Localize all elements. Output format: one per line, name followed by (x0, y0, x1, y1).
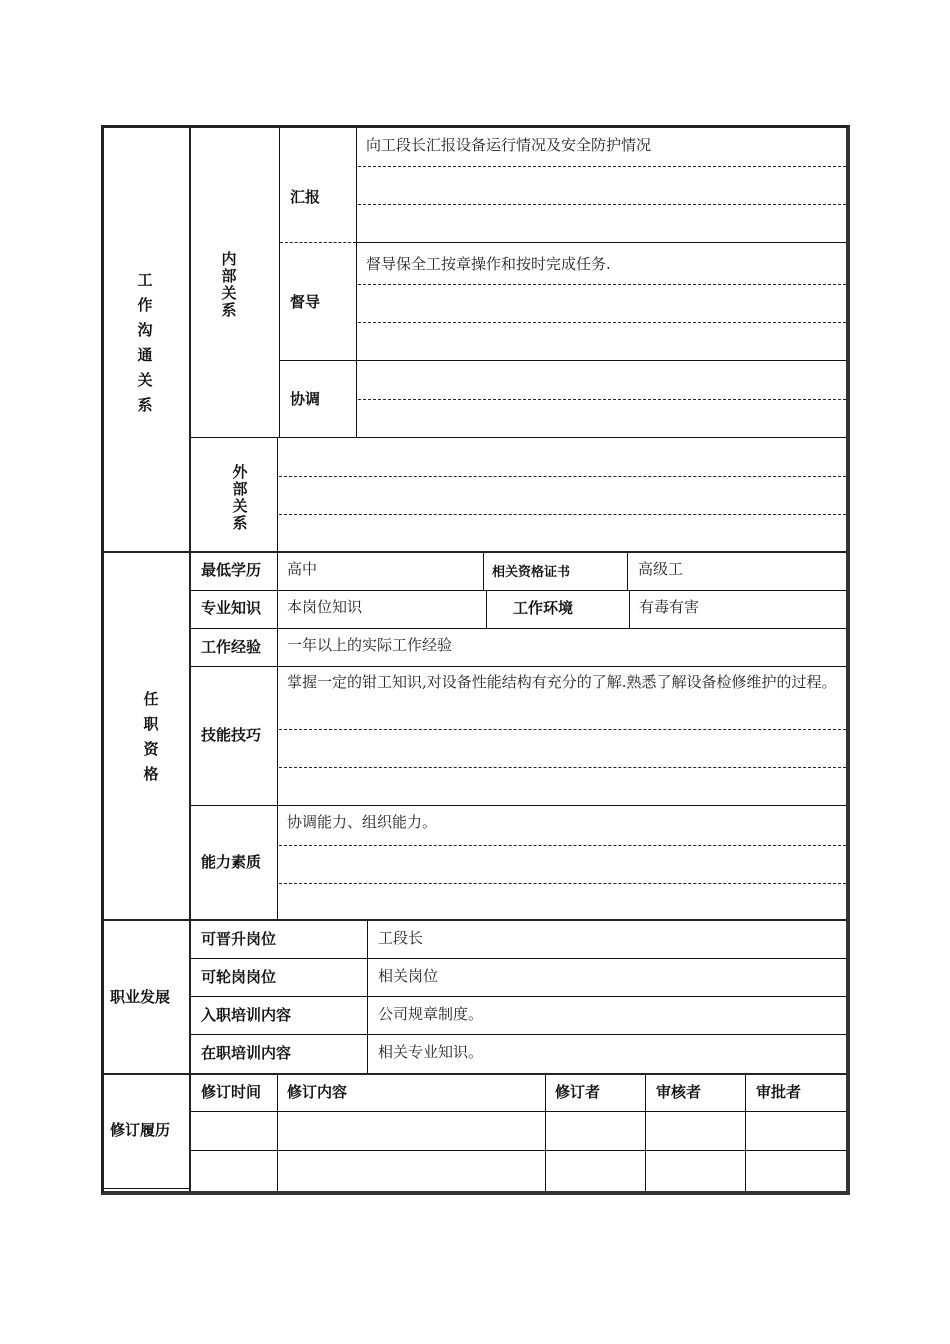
supervise-label: 督导 (290, 293, 321, 311)
divider (280, 242, 356, 243)
section-label-career: 职业发展 (110, 988, 171, 1006)
ability-label: 能力素质 (201, 853, 262, 871)
rule-line (279, 514, 846, 515)
environment-value: 有毒有害 (639, 598, 700, 616)
divider (483, 553, 484, 590)
divider (545, 1075, 546, 1191)
section-label-communication: 工作沟通关系 (137, 271, 153, 414)
divider (190, 666, 846, 667)
revision-header-approver: 审批者 (756, 1083, 802, 1101)
rotation-label: 可轮岗岗位 (201, 968, 277, 986)
divider (190, 805, 846, 806)
onjob-training-label: 在职培训内容 (201, 1044, 292, 1062)
rule-line (279, 883, 846, 884)
rule-line (358, 322, 846, 323)
knowledge-label: 专业知识 (201, 599, 262, 617)
divider (190, 437, 846, 438)
experience-label: 工作经验 (201, 638, 262, 656)
internal-relations-label: 内部关系 (221, 250, 237, 319)
external-relations-label: 外部关系 (232, 463, 248, 532)
revision-header-reviser: 修订者 (555, 1083, 601, 1101)
divider (356, 242, 846, 243)
divider (645, 1075, 646, 1191)
supervise-text: 督导保全工按章操作和按时完成任务. (366, 255, 611, 273)
rule-line (279, 767, 846, 768)
promotion-value: 工段长 (378, 929, 424, 947)
onboarding-training-value: 公司规章制度。 (378, 1005, 484, 1023)
skills-value: 掌握一定的钳工知识,对设备性能结构有充分的了解.熟悉了解设备检修维护的过程。 (287, 673, 837, 691)
rule-line (358, 399, 846, 400)
rule-line (358, 284, 846, 285)
divider (190, 1150, 846, 1151)
divider (190, 1111, 846, 1112)
divider (190, 996, 846, 997)
section-label-revision: 修订履历 (110, 1121, 171, 1139)
rule-line (279, 476, 846, 477)
divider (745, 1075, 746, 1191)
divider (279, 128, 280, 438)
revision-header-reviewer: 审核者 (656, 1083, 702, 1101)
certificate-value: 高级工 (638, 560, 684, 578)
divider (280, 360, 846, 361)
rule-line (358, 204, 846, 205)
divider (104, 551, 846, 553)
divider (277, 1075, 278, 1191)
divider (277, 553, 278, 919)
skills-label: 技能技巧 (201, 726, 262, 744)
education-label: 最低学历 (201, 561, 262, 579)
divider (104, 1188, 190, 1189)
rule-line (358, 166, 846, 167)
divider (104, 1073, 846, 1075)
divider (104, 919, 846, 921)
rule-line (279, 845, 846, 846)
education-value: 高中 (287, 560, 318, 578)
coordinate-label: 协调 (290, 390, 321, 408)
section-label-qualifications: 任职资格 (143, 690, 159, 783)
divider (190, 1034, 846, 1035)
divider (189, 128, 191, 1191)
divider (190, 590, 846, 591)
certificate-label: 相关资格证书 (492, 565, 571, 580)
ability-value: 协调能力、组织能力。 (287, 813, 438, 831)
revision-header-time: 修订时间 (201, 1083, 262, 1101)
report-label: 汇报 (290, 188, 321, 206)
divider (486, 591, 487, 628)
knowledge-value: 本岗位知识 (287, 598, 363, 616)
environment-label: 工作环境 (513, 599, 574, 617)
revision-header-content: 修订内容 (287, 1083, 348, 1101)
divider (627, 553, 628, 590)
divider (356, 128, 357, 438)
divider (629, 591, 630, 628)
experience-value: 一年以上的实际工作经验 (287, 636, 453, 654)
promotion-label: 可晋升岗位 (201, 930, 277, 948)
report-text: 向工段长汇报设备运行情况及安全防护情况 (366, 136, 652, 154)
divider (367, 921, 368, 1073)
onboarding-training-label: 入职培训内容 (201, 1006, 292, 1024)
divider (190, 958, 846, 959)
rule-line (279, 729, 846, 730)
rotation-value: 相关岗位 (378, 967, 439, 985)
divider (277, 437, 278, 551)
divider (190, 628, 846, 629)
onjob-training-value: 相关专业知识。 (378, 1043, 484, 1061)
